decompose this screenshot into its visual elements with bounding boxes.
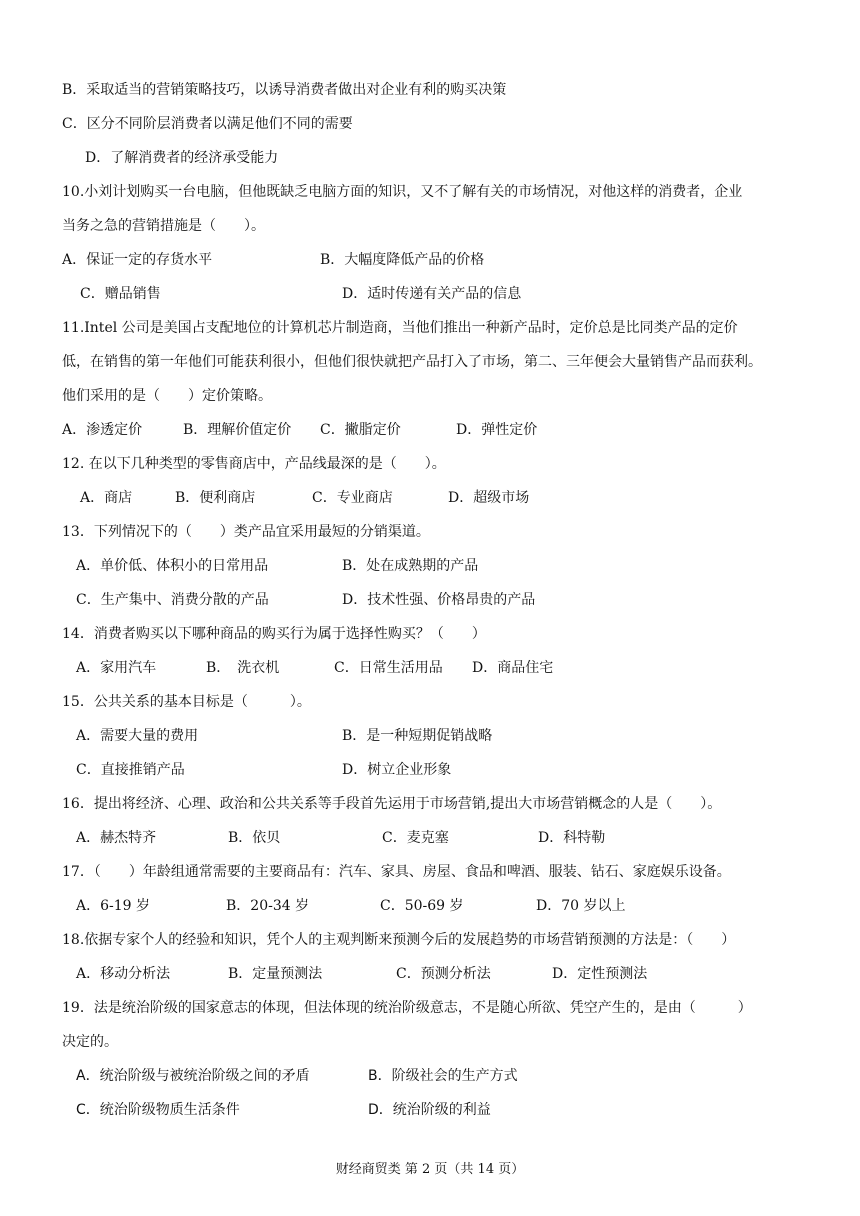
q11-option-b: B．理解价值定价 bbox=[183, 422, 292, 438]
q15-option-a: A．需要大量的费用 bbox=[76, 728, 199, 744]
q12-option-d: D．超级市场 bbox=[448, 490, 530, 506]
q19-stem-2: 决定的。 bbox=[62, 1034, 118, 1050]
q16-option-a: A．赫杰特齐 bbox=[76, 830, 157, 846]
q11-stem-1: 11.Intel 公司是美国占支配地位的计算机芯片制造商，当他们推出一种新产品时，定价总是比同类产品的定价 bbox=[62, 320, 738, 336]
q18-option-a: A．移动分析法 bbox=[76, 966, 171, 982]
q16-option-d: D．科特勒 bbox=[538, 830, 606, 846]
q18-stem: 18.依据专家个人的经验和知识，凭个人的主观判断来预测今后的发展趋势的市场营销预测的方法是：（ ） bbox=[62, 932, 736, 948]
q14-option-b: B． 洗衣机 bbox=[206, 660, 280, 676]
q12-stem: 12. 在以下几种类型的零售商店中，产品线最深的是（ ）。 bbox=[62, 456, 446, 472]
q19-option-d: D．统治阶级的利益 bbox=[368, 1102, 491, 1118]
q10-stem-1: 10.小刘计划购买一台电脑，但他既缺乏电脑方面的知识，又不了解有关的市场情况，对他这样的消费者，企业 bbox=[62, 184, 743, 200]
q10-option-a: A．保证一定的存货水平 bbox=[62, 252, 213, 268]
q13-stem: 13．下列情况下的（ ）类产品宜采用最短的分销渠道。 bbox=[62, 524, 430, 540]
page-footer: 财经商贸类 第 2 页（共 14 页） bbox=[335, 1162, 525, 1177]
q12-option-a: A．商店 bbox=[80, 490, 133, 506]
q15-stem: 15．公共关系的基本目标是（ ）。 bbox=[62, 694, 311, 710]
q11-option-a: A．渗透定价 bbox=[62, 422, 143, 438]
q19-option-c: C．统治阶级物质生活条件 bbox=[76, 1102, 240, 1118]
q10-option-c: C．赠品销售 bbox=[80, 286, 161, 302]
q17-option-a: A．6-19 岁 bbox=[76, 898, 151, 914]
q15-option-c: C．直接推销产品 bbox=[76, 762, 185, 778]
q13-option-d: D．技术性强、价格昂贵的产品 bbox=[342, 592, 536, 608]
q10-option-b: B．大幅度降低产品的价格 bbox=[320, 252, 485, 268]
q9-option-c: C．区分不同阶层消费者以满足他们不同的需要 bbox=[62, 116, 353, 132]
q18-option-d: D．定性预测法 bbox=[552, 966, 648, 982]
q17-stem: 17．（ ）年龄组通常需要的主要商品有：汽车、家具、房屋、食品和啤酒、服装、钻石、家庭娱乐设备。 bbox=[62, 864, 731, 880]
q13-option-a: A．单价低、体积小的日常用品 bbox=[76, 558, 269, 574]
q16-stem: 16．提出将经济、心理、政治和公共关系等手段首先运用于市场营销,提出大市场营销概念的人是（ ）。 bbox=[62, 796, 722, 812]
q10-option-d: D．适时传递有关产品的信息 bbox=[342, 286, 522, 302]
q17-option-b: B．20-34 岁 bbox=[226, 898, 310, 914]
q13-option-c: C．生产集中、消费分散的产品 bbox=[76, 592, 269, 608]
q14-stem: 14．消费者购买以下哪种商品的购买行为属于选择性购买？（ ） bbox=[62, 626, 486, 642]
q16-option-b: B．依贝 bbox=[228, 830, 281, 846]
q17-option-c: C．50-69 岁 bbox=[380, 898, 464, 914]
q9-option-b: B．采取适当的营销策略技巧，以诱导消费者做出对企业有利的购买决策 bbox=[62, 82, 507, 98]
q18-option-b: B．定量预测法 bbox=[228, 966, 323, 982]
q15-option-d: D．树立企业形象 bbox=[342, 762, 452, 778]
q11-stem-2: 低，在销售的第一年他们可能获利很小，但他们很快就把产品打入了市场，第二、三年便会大量销售产品而获利。 bbox=[62, 354, 762, 370]
q10-stem-2: 当务之急的营销措施是（ ）。 bbox=[62, 218, 265, 234]
q19-stem-1: 19．法是统治阶级的国家意志的体现，但法体现的统治阶级意志，不是随心所欲、凭空产生的，是由（ ） bbox=[62, 1000, 752, 1016]
q11-stem-3: 他们采用的是（ ）定价策略。 bbox=[62, 388, 272, 404]
q11-option-d: D．弹性定价 bbox=[456, 422, 538, 438]
q19-option-b: B．阶级社会的生产方式 bbox=[368, 1068, 518, 1084]
q14-option-a: A．家用汽车 bbox=[76, 660, 157, 676]
q12-option-c: C．专业商店 bbox=[312, 490, 393, 506]
q15-option-b: B．是一种短期促销战略 bbox=[342, 728, 493, 744]
q14-option-c: C．日常生活用品 bbox=[334, 660, 443, 676]
q16-option-c: C．麦克塞 bbox=[382, 830, 449, 846]
q19-option-a: A．统治阶级与被统治阶级之间的矛盾 bbox=[76, 1068, 310, 1084]
q17-option-d: D．70 岁以上 bbox=[536, 898, 626, 914]
q11-option-c: C．撇脂定价 bbox=[320, 422, 401, 438]
q14-option-d: D．商品住宅 bbox=[472, 660, 554, 676]
q12-option-b: B．便利商店 bbox=[175, 490, 256, 506]
q13-option-b: B．处在成熟期的产品 bbox=[342, 558, 479, 574]
q9-option-d: D．了解消费者的经济承受能力 bbox=[85, 150, 279, 166]
q18-option-c: C．预测分析法 bbox=[396, 966, 491, 982]
